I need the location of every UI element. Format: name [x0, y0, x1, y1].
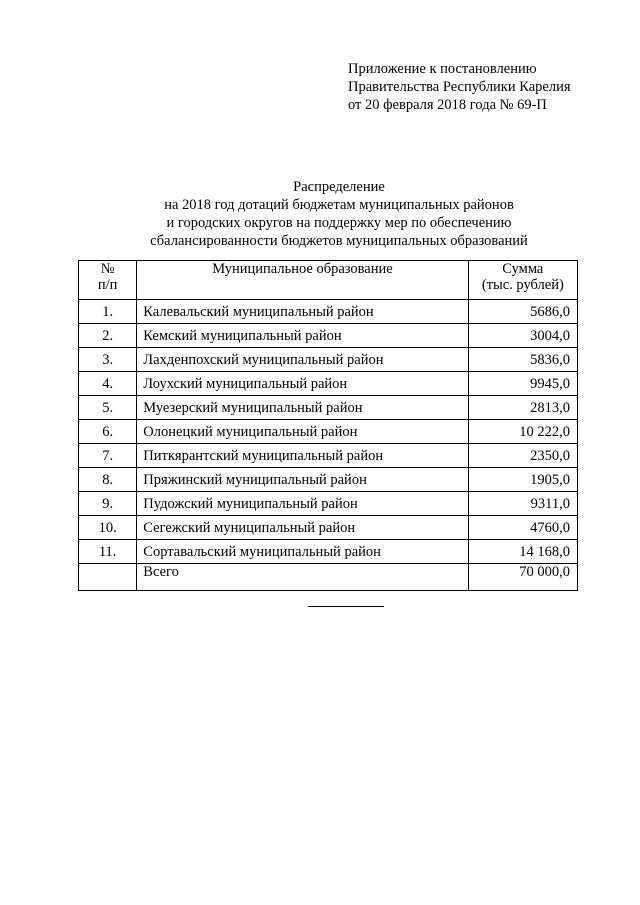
appendix-line-2: Правительства Республики Карелия — [348, 79, 571, 95]
total-row — [79, 564, 578, 591]
row-sum: 2813,0 — [468, 396, 577, 420]
title-line-4: сбалансированности бюджетов муниципальных образований — [150, 233, 528, 249]
row-number: 8. — [79, 468, 137, 492]
row-sum: 5836,0 — [468, 348, 577, 372]
total-label: Всего — [137, 564, 468, 591]
row-sum: 4760,0 — [468, 516, 577, 540]
table-row — [79, 348, 578, 372]
row-number: 7. — [79, 444, 137, 468]
row-number: 3. — [79, 348, 137, 372]
table-row — [79, 444, 578, 468]
title-line-1: Распределение — [293, 179, 385, 195]
table-row — [79, 324, 578, 348]
row-municipality: Питкярантский муниципальный район — [137, 444, 468, 468]
appendix-line-1: Приложение к постановлению — [348, 61, 537, 77]
document-title — [0, 178, 640, 250]
distribution-table — [78, 260, 578, 591]
row-municipality: Сегежский муниципальный район — [137, 516, 468, 540]
row-number: 1. — [79, 300, 137, 324]
row-municipality: Муезерский муниципальный район — [137, 396, 468, 420]
row-sum: 3004,0 — [468, 324, 577, 348]
header-number-line-1: № — [100, 261, 115, 277]
table-row — [79, 516, 578, 540]
table-row — [79, 372, 578, 396]
table-row — [79, 492, 578, 516]
row-number: 6. — [79, 420, 137, 444]
row-number: 11. — [79, 540, 137, 564]
row-sum: 9311,0 — [468, 492, 577, 516]
row-number: 2. — [79, 324, 137, 348]
row-municipality: Кемский муниципальный район — [137, 324, 468, 348]
row-number: 10. — [79, 516, 137, 540]
header-sum-line-2: (тыс. рублей) — [481, 277, 564, 293]
table-row — [79, 540, 578, 564]
row-number: 4. — [79, 372, 137, 396]
table-row — [79, 396, 578, 420]
header-sum-line-1: Сумма — [502, 261, 544, 277]
table-row — [79, 300, 578, 324]
row-sum: 9945,0 — [468, 372, 577, 396]
row-municipality: Пряжинский муниципальный район — [137, 468, 468, 492]
row-sum: 1905,0 — [468, 468, 577, 492]
header-number — [79, 261, 137, 300]
row-municipality: Олонецкий муниципальный район — [137, 420, 468, 444]
header-sum — [468, 261, 577, 300]
row-sum: 2350,0 — [468, 444, 577, 468]
appendix-note — [348, 60, 571, 114]
row-municipality: Калевальский муниципальный район — [137, 300, 468, 324]
table-header-row — [79, 261, 578, 300]
end-divider — [308, 606, 384, 607]
header-municipality: Муниципальное образование — [137, 261, 468, 300]
table-row — [79, 420, 578, 444]
title-line-2: на 2018 год дотаций бюджетам муниципальных районов — [164, 197, 514, 213]
header-number-line-2: п/п — [97, 277, 118, 293]
row-municipality: Лоухский муниципальный район — [137, 372, 468, 396]
row-sum: 14 168,0 — [468, 540, 577, 564]
row-number: 5. — [79, 396, 137, 420]
row-municipality: Лахденпохский муниципальный район — [137, 348, 468, 372]
total-number — [79, 564, 137, 591]
row-number: 9. — [79, 492, 137, 516]
total-sum: 70 000,0 — [468, 564, 577, 591]
row-municipality: Сортавальский муниципальный район — [137, 540, 468, 564]
row-sum: 5686,0 — [468, 300, 577, 324]
title-line-3: и городских округов на поддержку мер по обеспечению — [166, 215, 512, 231]
appendix-line-3: от 20 февраля 2018 года № 69-П — [348, 97, 547, 113]
row-municipality: Пудожский муниципальный район — [137, 492, 468, 516]
table-row — [79, 468, 578, 492]
row-sum: 10 222,0 — [468, 420, 577, 444]
